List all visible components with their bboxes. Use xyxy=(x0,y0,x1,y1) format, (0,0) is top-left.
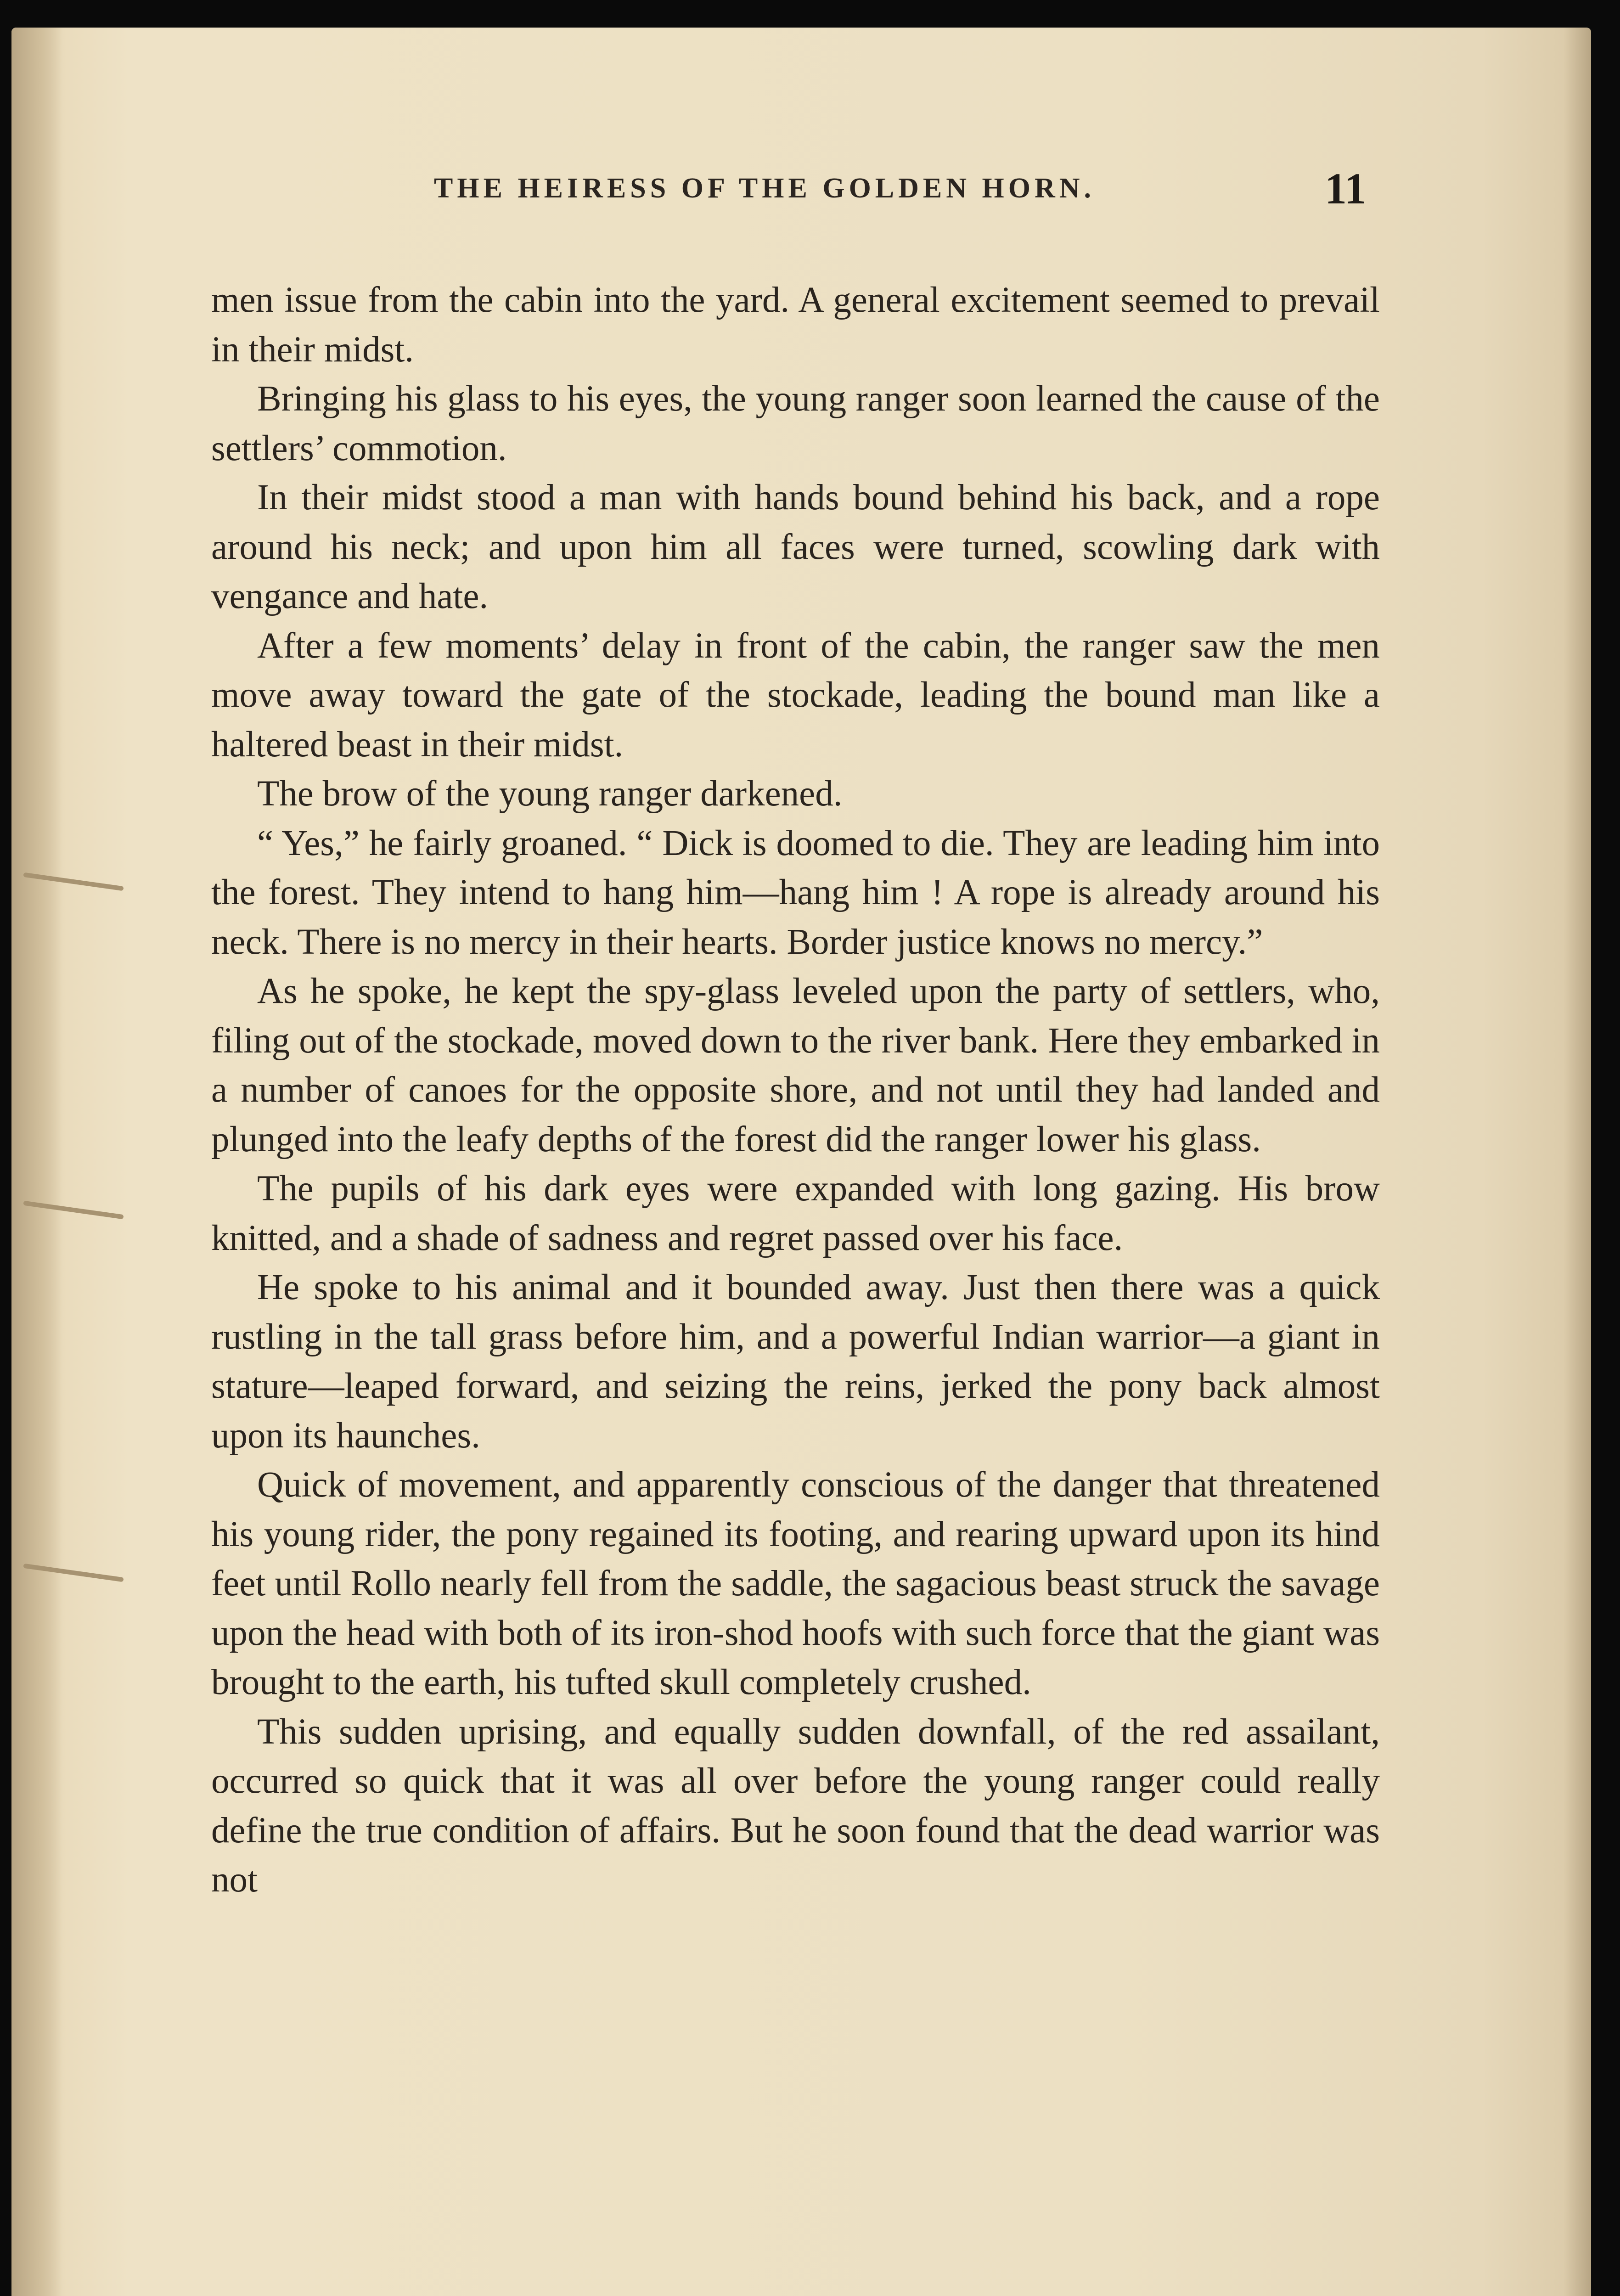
paragraph: The brow of the young ranger darkened. xyxy=(257,774,843,814)
running-head xyxy=(11,163,1591,214)
paragraph: “ Yes,” he fairly groaned. “ Dick is doomed to die. They are leading him into the forest. They intend to hang him—hang him ! A rope is already around his neck. There is no mercy in their hearts. Border justice knows no mercy.” xyxy=(211,823,1380,962)
paragraph: After a few moments’ delay in front of the cabin, the ranger saw the men move away toward the gate of the stockade, leading the bound man like a haltered beast in their midst. xyxy=(211,625,1380,765)
paragraph: As he spoke, he kept the spy-glass leveled upon the party of settlers, who, filing out of the stockade, moved down to the river bank. Here they embarked in a number of canoes for the opposite shore, and not until they had landed and plunged into the leafy depths of the forest did the ranger lower his glass. xyxy=(211,971,1380,1159)
binding-stitch-mark xyxy=(23,1201,124,1220)
binding-stitch-mark xyxy=(23,872,124,891)
paragraph: He spoke to his animal and it bounded away. Just then there was a quick rustling in the tall grass before him, and a powerful Indian warrior—a giant in stature—leaped forward, and seizing the reins, jerked the pony back almost upon its haunches. xyxy=(211,1267,1380,1456)
paragraph: The pupils of his dark eyes were expanded with long gazing. His brow knitted, and a shade of sadness and regret passed over his face. xyxy=(211,1169,1380,1258)
paragraph: In their midst stood a man with hands bound behind his back, and a rope around his neck; and upon him all faces were turned, scowling dark with vengance and hate. xyxy=(211,478,1380,616)
page-number: 11 xyxy=(1325,164,1367,213)
binding-stitch-mark xyxy=(23,1564,124,1582)
running-title: THE HEIRESS OF THE GOLDEN HORN. xyxy=(434,173,1096,204)
body-text xyxy=(211,276,1380,1905)
paragraph: This sudden uprising, and equally sudden downfall, of the red assailant, occurred so quick that it was all over before the young ranger could really define the true condition of affairs. But he soon found that the dead warrior was not xyxy=(211,1711,1380,1900)
paragraph: Bringing his glass to his eyes, the young ranger soon learned the cause of the settlers’ commotion. xyxy=(211,379,1380,468)
paragraph: men issue from the cabin into the yard. A general excitement seemed to prevail in their midst. xyxy=(211,280,1380,370)
paragraph: Quick of movement, and apparently conscious of the danger that threatened his young rider, the pony regained its footing, and rearing upward upon its hind feet until Rollo nearly fell from the saddle, the sagacious beast struck the savage upon the head with both of its iron-shod hoofs with such force that the giant was brought to the earth, his tufted skull completely crushed. xyxy=(211,1465,1380,1702)
book-page xyxy=(11,28,1591,2296)
